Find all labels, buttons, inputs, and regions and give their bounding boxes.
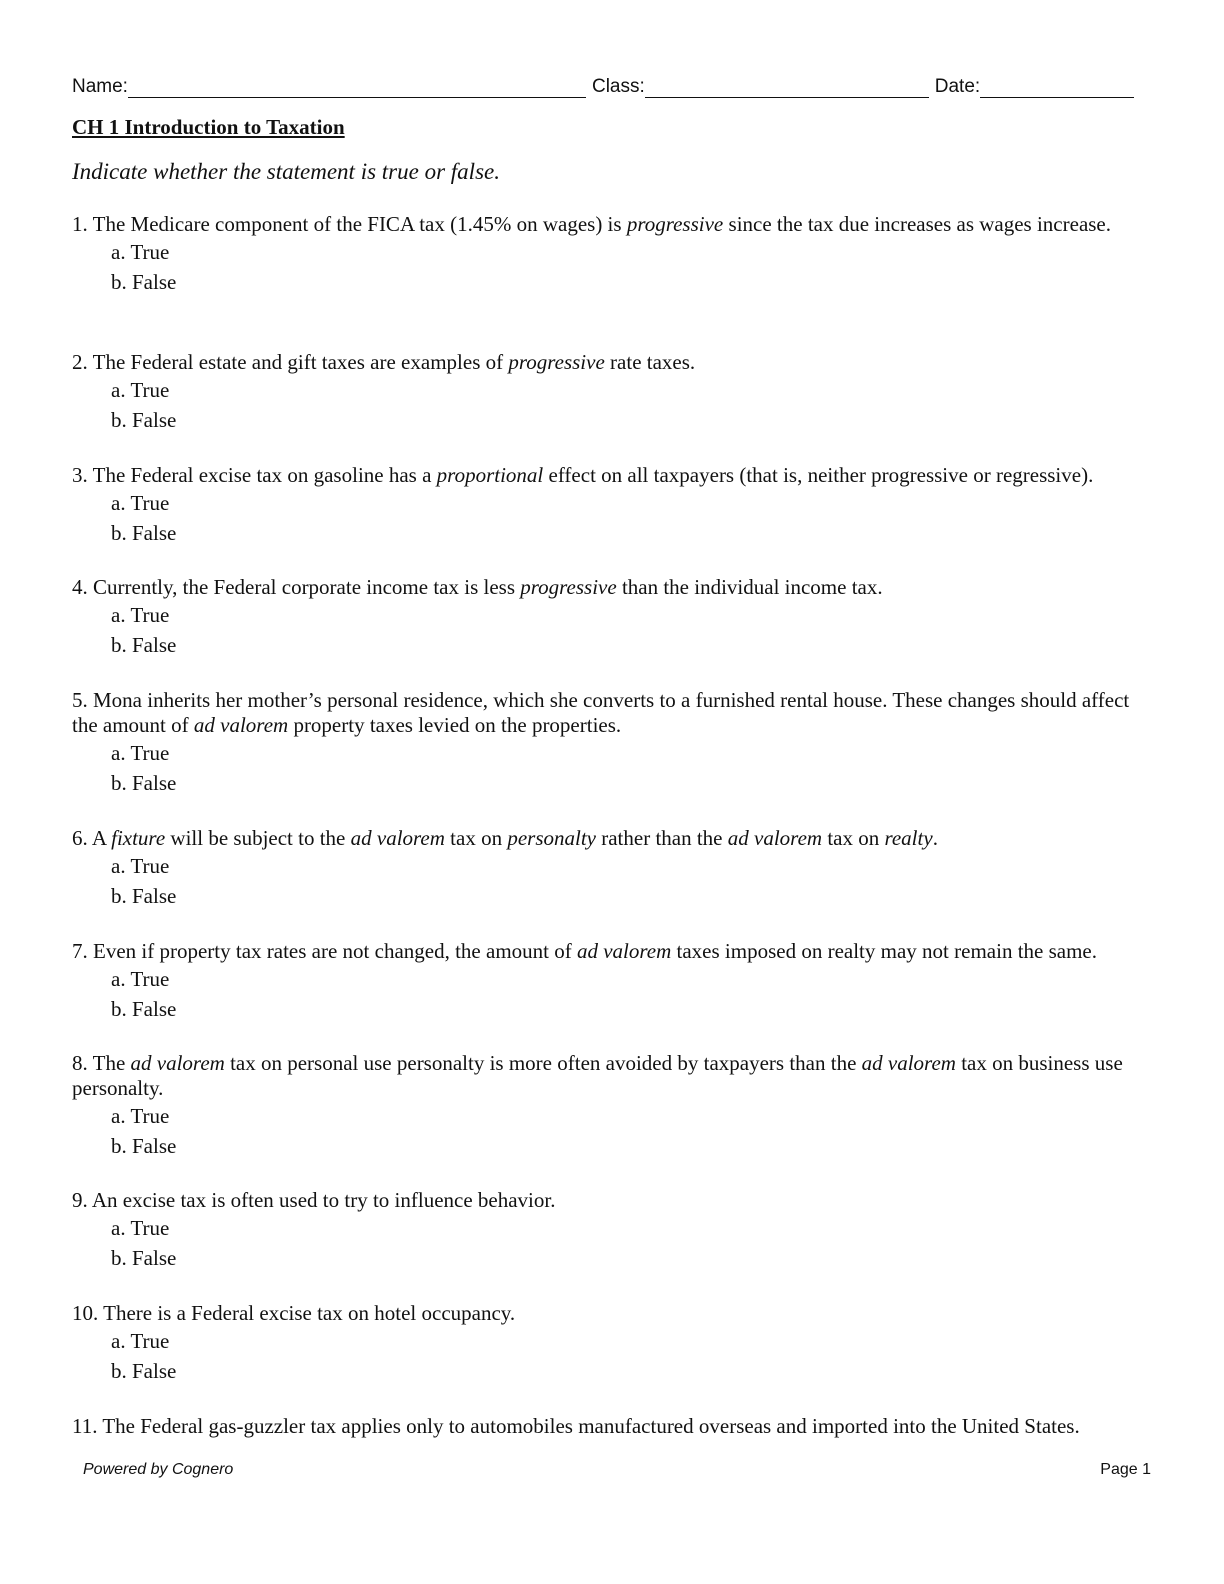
option-label: b. False <box>111 1134 177 1158</box>
option-label: b. False <box>111 884 177 908</box>
stem-emphasis: ad valorem <box>727 826 823 850</box>
option-label: a. True <box>111 378 170 402</box>
stem-emphasis: ad valorem <box>350 826 445 850</box>
stem-text: will be subject to the <box>165 826 351 850</box>
stem-emphasis: progressive <box>626 212 724 236</box>
option-false[interactable] <box>111 267 1152 297</box>
name-field-line[interactable] <box>128 77 586 98</box>
stem-text: rather than the <box>595 826 728 850</box>
question-stem <box>72 1051 1152 1101</box>
option-label: a. True <box>111 1216 170 1240</box>
option-false[interactable] <box>111 1131 1152 1161</box>
option-false[interactable] <box>111 1243 1152 1273</box>
page-number: Page 1 <box>1100 1461 1151 1478</box>
question-stem <box>72 350 1152 375</box>
option-label: b. False <box>111 270 177 294</box>
question-stem <box>72 463 1152 488</box>
question-stem <box>72 212 1152 237</box>
option-label: b. False <box>111 1359 177 1383</box>
stem-emphasis: proportional <box>436 463 544 487</box>
stem-emphasis: ad valorem <box>861 1051 956 1075</box>
stem-emphasis: ad valorem <box>130 1051 225 1075</box>
option-label: a. True <box>111 741 170 765</box>
stem-text: 4. Currently, the Federal corporate income tax is less <box>72 575 521 599</box>
option-label: b. False <box>111 771 177 795</box>
stem-text: since the tax due increases as wages increase. <box>723 212 1112 236</box>
date-field-line[interactable] <box>980 77 1134 98</box>
stem-text: property taxes levied on the properties. <box>288 713 622 737</box>
stem-text: . <box>932 826 938 850</box>
option-label: b. False <box>111 1246 177 1270</box>
question-stem <box>72 1301 1152 1326</box>
name-label: Name: <box>72 76 128 97</box>
question-stem <box>72 688 1152 738</box>
option-label: b. False <box>111 408 177 432</box>
question-9 <box>72 1188 1152 1273</box>
option-true[interactable] <box>111 964 1152 994</box>
stem-text: 2. The Federal estate and gift taxes are examples of <box>72 350 509 374</box>
question-6 <box>72 826 1152 911</box>
question-7 <box>72 939 1152 1024</box>
option-true[interactable] <box>111 1101 1152 1131</box>
instructions: Indicate whether the statement is true or false. <box>72 159 500 184</box>
stem-emphasis: progressive <box>508 350 605 374</box>
powered-by-footer: Powered by Cognero <box>83 1461 234 1478</box>
option-label: b. False <box>111 521 177 545</box>
question-stem <box>72 1188 1152 1213</box>
question-4 <box>72 575 1152 660</box>
date-label: Date: <box>934 76 981 97</box>
option-label: b. False <box>111 997 177 1021</box>
question-3 <box>72 463 1152 548</box>
option-label: a. True <box>111 967 170 991</box>
stem-text: 8. The <box>72 1051 131 1075</box>
stem-text: 5. Mona inherits her mother’s personal residence, which she converts to a furnished rental house. These changes should affect the amount of <box>72 688 1130 737</box>
stem-emphasis: fixture <box>111 826 166 850</box>
question-8 <box>72 1051 1152 1161</box>
stem-emphasis: progressive <box>520 575 617 599</box>
stem-text: 7. Even if property tax rates are not changed, the amount of <box>72 939 577 963</box>
question-2 <box>72 350 1152 435</box>
option-false[interactable] <box>111 768 1152 798</box>
stem-text: 1. The Medicare component of the FICA tax (1.45% on wages) is <box>72 212 627 236</box>
option-label: a. True <box>111 240 170 264</box>
option-label: a. True <box>111 1329 170 1353</box>
stem-text: effect on all taxpayers (that is, neither progressive or regressive). <box>543 463 1094 487</box>
class-label: Class: <box>591 76 645 97</box>
option-true[interactable] <box>111 1326 1152 1356</box>
option-label: a. True <box>111 1104 170 1128</box>
student-info-header <box>72 72 1142 98</box>
option-true[interactable] <box>111 851 1152 881</box>
option-true[interactable] <box>111 738 1152 768</box>
option-true[interactable] <box>111 488 1152 518</box>
option-false[interactable] <box>111 518 1152 548</box>
option-false[interactable] <box>111 994 1152 1024</box>
stem-text: 6. A <box>72 826 112 850</box>
stem-text: tax on <box>822 826 885 850</box>
stem-text: 9. An excise tax is often used to try to influence behavior. <box>72 1188 556 1212</box>
stem-text: than the individual income tax. <box>616 575 883 599</box>
question-stem <box>72 1414 1152 1439</box>
chapter-title: CH 1 Introduction to Taxation <box>72 115 345 139</box>
option-true[interactable] <box>111 1213 1152 1243</box>
stem-text: 10. There is a Federal excise tax on hotel occupancy. <box>72 1301 516 1325</box>
stem-text: 11. The Federal gas-guzzler tax applies only to automobiles manufactured overseas and imported into the United States. <box>72 1414 1080 1438</box>
question-stem <box>72 575 1152 600</box>
option-false[interactable] <box>111 1356 1152 1386</box>
class-field-line[interactable] <box>645 77 929 98</box>
stem-text: 3. The Federal excise tax on gasoline has a <box>72 463 437 487</box>
question-11 <box>72 1414 1152 1439</box>
stem-text: rate taxes. <box>604 350 696 374</box>
question-1 <box>72 212 1152 297</box>
question-stem <box>72 939 1152 964</box>
stem-emphasis: personalty <box>507 826 596 850</box>
option-true[interactable] <box>111 375 1152 405</box>
option-true[interactable] <box>111 600 1152 630</box>
option-false[interactable] <box>111 405 1152 435</box>
stem-emphasis: ad valorem <box>193 713 289 737</box>
stem-emphasis: ad valorem <box>576 939 672 963</box>
option-false[interactable] <box>111 630 1152 660</box>
question-5 <box>72 688 1152 798</box>
option-label: a. True <box>111 603 170 627</box>
question-10 <box>72 1301 1152 1386</box>
stem-text: taxes imposed on realty may not remain the same. <box>671 939 1097 963</box>
option-false[interactable] <box>111 881 1152 911</box>
stem-text: tax on <box>444 826 508 850</box>
option-true[interactable] <box>111 237 1152 267</box>
question-stem <box>72 826 1152 851</box>
stem-emphasis: realty <box>884 826 933 850</box>
stem-text: tax on business use personalty. <box>72 1051 1123 1100</box>
option-label: b. False <box>111 633 177 657</box>
stem-text: tax on personal use personalty is more often avoided by taxpayers than the <box>224 1051 862 1075</box>
option-label: a. True <box>111 854 170 878</box>
option-label: a. True <box>111 491 170 515</box>
